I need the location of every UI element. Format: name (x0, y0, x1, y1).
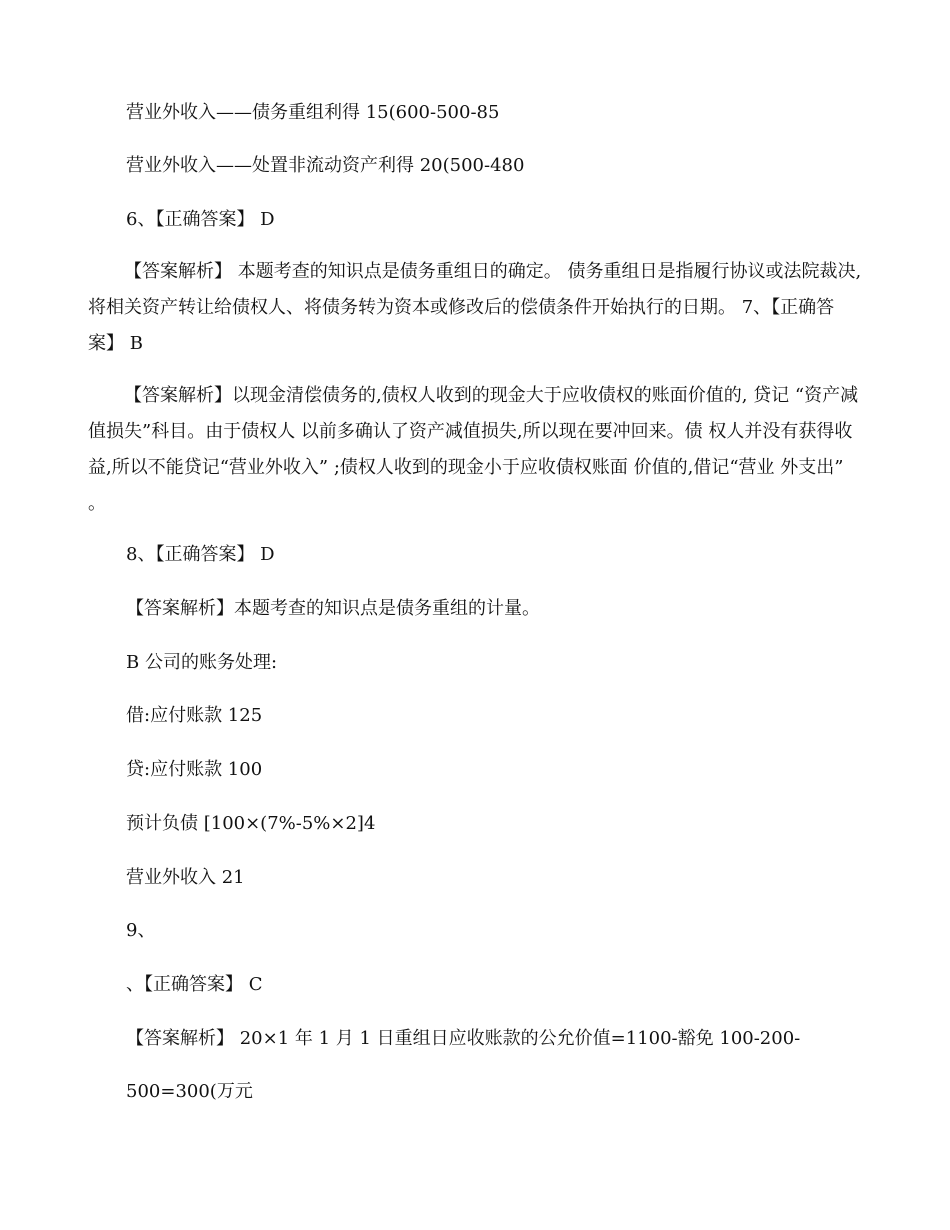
question-8-explanation: 【答案解析】本题考查的知识点是债务重组的计量。 (126, 598, 540, 619)
text-line: 营业外收入——债务重组利得 15(600-500-85 (126, 102, 500, 123)
journal-credit-line: 营业外收入 21 (126, 867, 245, 888)
question-6-answer: 6、【正确答案】 D (126, 209, 275, 230)
question-6-explanation: 【答案解析】 本题考查的知识点是债务重组日的确定。 债务重组日是指履行协议或法院裁决,将相关资产转让给债权人、将债务转为资本或修改后的偿债条件开始执行的日期。 7、【正确答案】 B (88, 261, 862, 354)
question-9-answer: 、【正确答案】 C (126, 974, 263, 995)
journal-credit-line: 预计负债 [100×(7%-5%×2]4 (126, 813, 376, 834)
text-line: B 公司的账务处理: (126, 652, 278, 673)
question-9-explanation: 【答案解析】 20×1 年 1 月 1 日重组日应收账款的公允价值=1100-豁免 100-200- (126, 1028, 801, 1049)
question-7-explanation: 【答案解析】以现金清偿债务的,债权人收到的现金大于应收债权的账面价值的, 贷记 “资产减值损失”科目。由于债权人 以前多确认了资产减值损失,所以现在要冲回来。债 权人并没有获得收益,所以不能贷记“营业外收入” ;债权人收到的现金小于应收债权账面 价值的,借记“营业 外支出” 。 (88, 385, 859, 514)
journal-credit-line: 贷:应付账款 100 (126, 759, 263, 780)
text-line: 营业外收入——处置非流动资产利得 20(500-480 (126, 155, 525, 176)
question-9-number: 9、 (126, 920, 156, 941)
journal-debit-line: 借:应付账款 125 (126, 705, 263, 726)
text-line: 500=300(万元 (126, 1081, 253, 1102)
question-8-answer: 8、【正确答案】 D (126, 544, 275, 565)
